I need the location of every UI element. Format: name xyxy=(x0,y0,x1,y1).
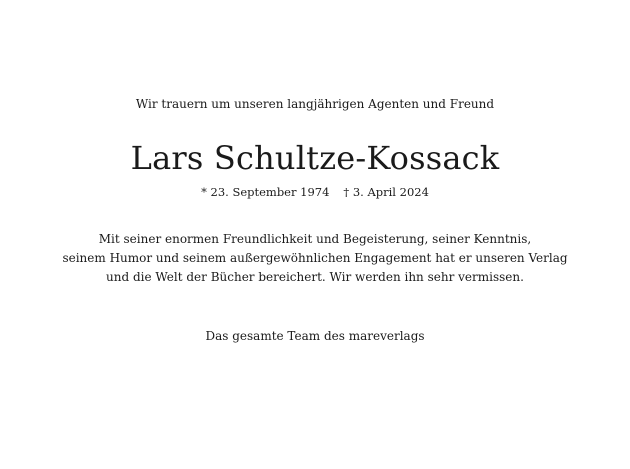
intro-text: Wir trauern um unseren langjährigen Agenten und Freund xyxy=(135,97,495,111)
life-dates xyxy=(0,184,630,200)
birth-date: * 23. September 1974 xyxy=(201,185,330,199)
tribute-line: seinem Humor und seinem außergewöhnlichen Engagement hat er unseren Verlag xyxy=(62,251,568,265)
death-date: † 3. April 2024 xyxy=(343,185,429,199)
deceased-name: Lars Schultze-Kossack xyxy=(130,139,500,177)
signature: Das gesamte Team des mareverlags xyxy=(205,329,425,343)
tribute-text xyxy=(0,230,630,287)
tribute-line: Mit seiner enormen Freundlichkeit und Begeisterung, seiner Kenntnis, xyxy=(98,232,532,246)
tribute-line: und die Welt der Bücher bereichert. Wir werden ihn sehr vermissen. xyxy=(106,270,524,284)
